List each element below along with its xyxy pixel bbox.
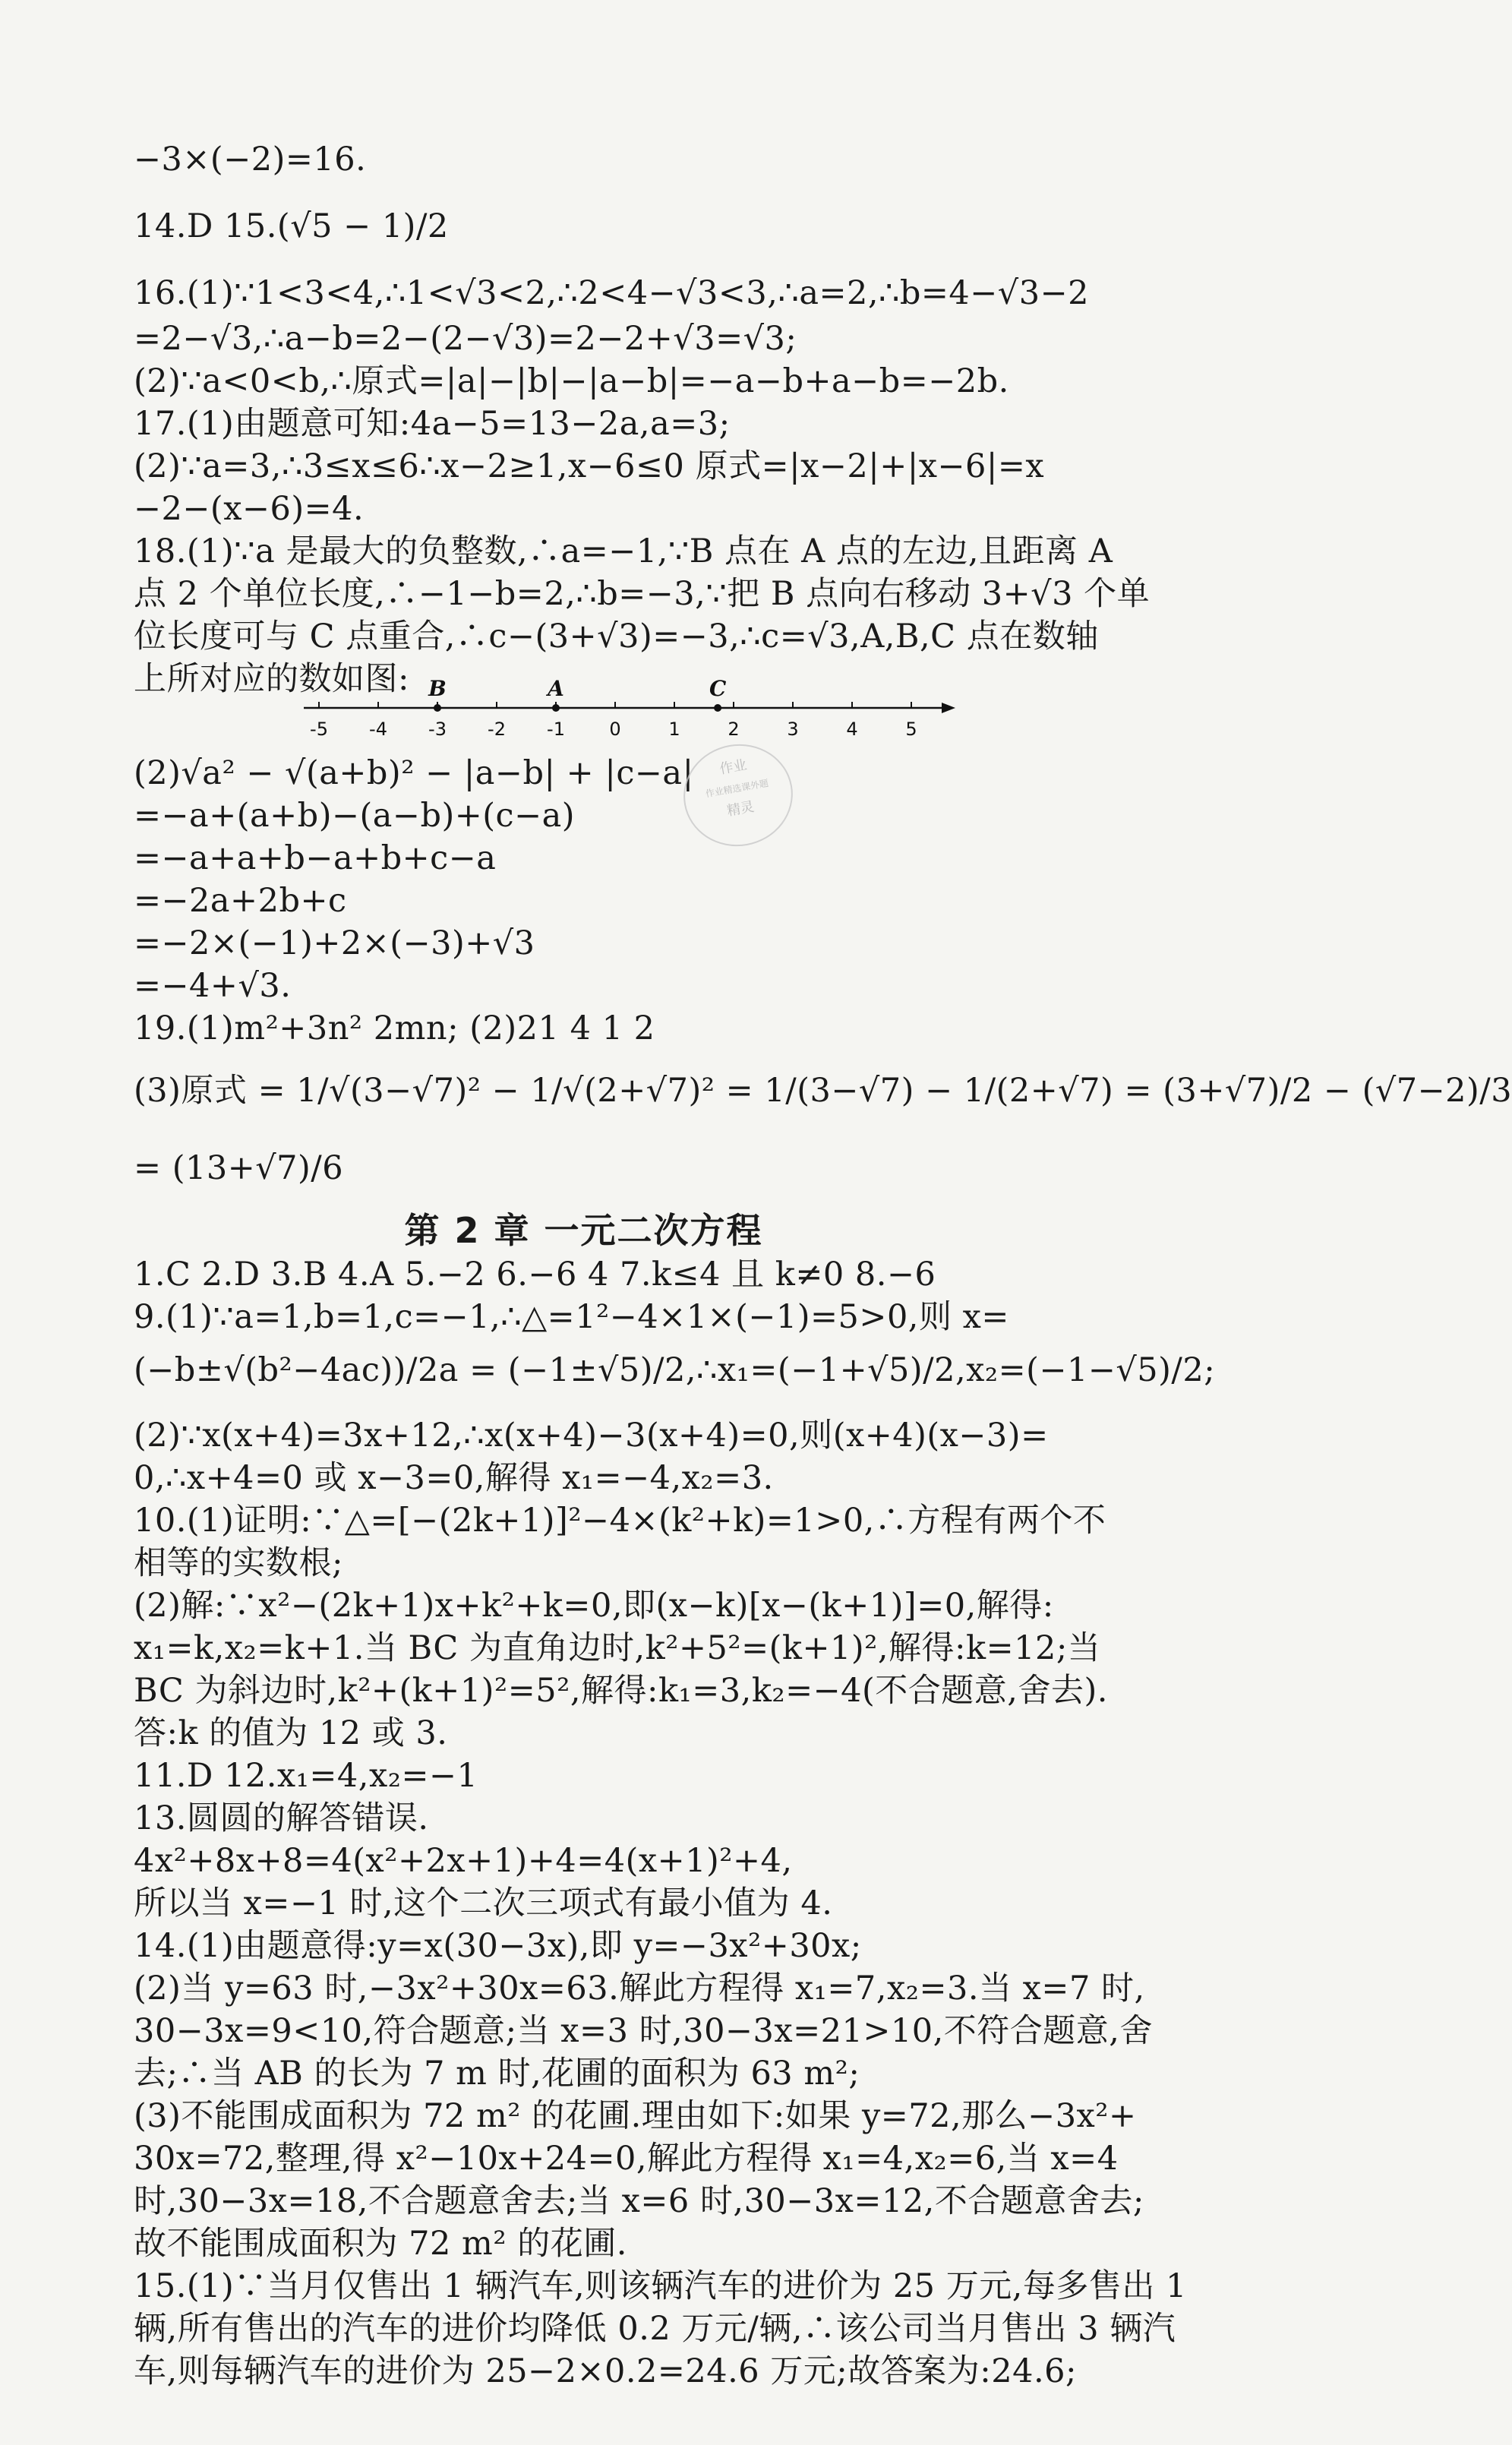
tick-label: 1 [668,719,680,740]
answer-line: (2)√a² − √(a+b)² − |a−b| + |c−a| [134,754,694,792]
answer-line: (2)∵a=3,∴3≤x≤6∴x−2≥1,x−6≤0 原式=|x−2|+|x−6|=x [134,447,1045,485]
answer-line: 19.(1)m²+3n² 2mn; (2)21 4 1 2 [134,1009,655,1047]
answer-line: 相等的实数根; [134,1544,343,1582]
axis-arrow [942,703,955,713]
answer-line: (2)解:∵x²−(2k+1)x+k²+k=0,即(x−k)[x−(k+1)]=0,解得: [134,1587,1054,1625]
tick-label: -5 [310,719,328,740]
answer-line: 17.(1)由题意可知:4a−5=13−2a,a=3; [134,405,731,443]
answer-line: 位长度可与 C 点重合,∴c−(3+√3)=−3,∴c=√3,A,B,C 点在数轴 [134,618,1099,655]
answer-line: =−a+a+b−a+b+c−a [134,839,497,877]
tick-label: 4 [846,719,858,740]
answer-line: 去;∴当 AB 的长为 7 m 时,花圃的面积为 63 m²; [134,2055,860,2093]
number-line-figure [304,661,957,744]
watermark-stamp: 作业 作业精选课外题 精灵 [675,736,800,855]
answer-line: 辆,所有售出的汽车的进价均降低 0.2 万元/辆,∴该公司当月售出 3 辆汽 [134,2310,1176,2348]
point-dot [552,704,560,712]
answer-line: 14.D 15.(√5 − 1)/2 [134,207,449,245]
point-dot [714,704,721,712]
answer-line: (3)不能围成面积为 72 m² 的花圃.理由如下:如果 y=72,那么−3x²+ [134,2097,1137,2135]
point-dot [434,704,441,712]
answer-line: 车,则每辆汽车的进价为 25−2×0.2=24.6 万元;故答案为:24.6; [134,2352,1077,2390]
answer-line: 18.(1)∵a 是最大的负整数,∴a=−1,∵B 点在 A 点的左边,且距离 A [134,532,1113,570]
answer-line: (2)∵x(x+4)=3x+12,∴x(x+4)−3(x+4)=0,则(x+4)(x−3)= [134,1417,1049,1455]
answer-line: =−2×(−1)+2×(−3)+√3 [134,924,535,962]
answer-line: 14.(1)由题意得:y=x(30−3x),即 y=−3x²+30x; [134,1927,862,1965]
answer-line: =−4+√3. [134,967,292,1005]
answer-line: = (13+√7)/6 [134,1149,344,1187]
answer-line: 所以当 x=−1 时,这个二次三项式有最小值为 4. [134,1884,833,1922]
answer-line: 1.C 2.D 3.B 4.A 5.−2 6.−6 4 7.k≤4 且 k≠0 8.−6 [134,1256,936,1294]
answer-line: 0,∴x+4=0 或 x−3=0,解得 x₁=−4,x₂=3. [134,1459,774,1497]
answer-line: −3×(−2)=16. [134,141,367,178]
answer-line: 16.(1)∵1<3<4,∴1<√3<2,∴2<4−√3<3,∴a=2,∴b=4−√3−2 [134,274,1089,312]
answer-line: 13.圆圆的解答错误. [134,1799,429,1837]
tick-label: 3 [787,719,799,740]
answer-line: 15.(1)∵当月仅售出 1 辆汽车,则该辆汽车的进价为 25 万元,每多售出 1 [134,2267,1187,2305]
point-label: A [548,676,564,701]
answer-line: 故不能围成面积为 72 m² 的花圃. [134,2225,627,2263]
answer-line: 4x²+8x+8=4(x²+2x+1)+4=4(x+1)²+4, [134,1842,793,1880]
answer-line: 点 2 个单位长度,∴−1−b=2,∴b=−3,∵把 B 点向右移动 3+√3 个单 [134,575,1151,613]
tick-label: 5 [905,719,917,740]
answer-line: =−2a+2b+c [134,882,347,920]
point-label: C [709,676,727,701]
answer-line: x₁=k,x₂=k+1.当 BC 为直角边时,k²+5²=(k+1)²,解得:k=12;当 [134,1629,1101,1667]
answer-line: 11.D 12.x₁=4,x₂=−1 [134,1757,478,1795]
tick-label: -1 [547,719,565,740]
answer-line: −2−(x−6)=4. [134,490,365,528]
tick-label: 0 [609,719,621,740]
answer-line: 上所对应的数如图: [134,660,409,698]
answer-line: (2)当 y=63 时,−3x²+30x=63.解此方程得 x₁=7,x₂=3.当 x=7 时, [134,1970,1145,2007]
tick-label: 2 [728,719,740,740]
answer-line: 时,30−3x=18,不合题意舍去;当 x=6 时,30−3x=12,不合题意舍去; [134,2182,1144,2220]
answer-line: 30−3x=9<10,符合题意;当 x=3 时,30−3x=21>10,不符合题意,舍 [134,2012,1153,2050]
answer-line: 10.(1)证明:∵△=[−(2k+1)]²−4×(k²+k)=1>0,∴方程有两个不 [134,1502,1106,1540]
tick-label: -2 [488,719,506,740]
chapter-title: 第 2 章 一元二次方程 [404,1210,763,1251]
answer-line: =2−√3,∴a−b=2−(2−√3)=2−2+√3=√3; [134,320,797,358]
answer-line: (−b±√(b²−4ac))/2a = (−1±√5)/2,∴x₁=(−1+√5)/2,x₂=(−1−√5)/2; [134,1351,1216,1389]
answer-line: 答:k 的值为 12 或 3. [134,1714,448,1752]
answer-line: (3)原式 = 1/√(3−√7)² − 1/√(2+√7)² = 1/(3−√7) − 1/(2+√7) = (3+√7)/2 − (√7−2)/3 [134,1072,1512,1110]
tick-label: -4 [369,719,387,740]
answer-line: 30x=72,整理,得 x²−10x+24=0,解此方程得 x₁=4,x₂=6,当 x=4 [134,2140,1119,2178]
tick-label: -3 [428,719,447,740]
answer-line: (2)∵a<0<b,∴原式=|a|−|b|−|a−b|=−a−b+a−b=−2b. [134,362,1009,400]
answer-line: BC 为斜边时,k²+(k+1)²=5²,解得:k₁=3,k₂=−4(不合题意,舍去). [134,1672,1108,1710]
answer-line: 9.(1)∵a=1,b=1,c=−1,∴△=1²−4×1×(−1)=5>0,则 x= [134,1298,1009,1336]
point-label: B [428,676,447,701]
answer-line: =−a+(a+b)−(a−b)+(c−a) [134,797,576,835]
